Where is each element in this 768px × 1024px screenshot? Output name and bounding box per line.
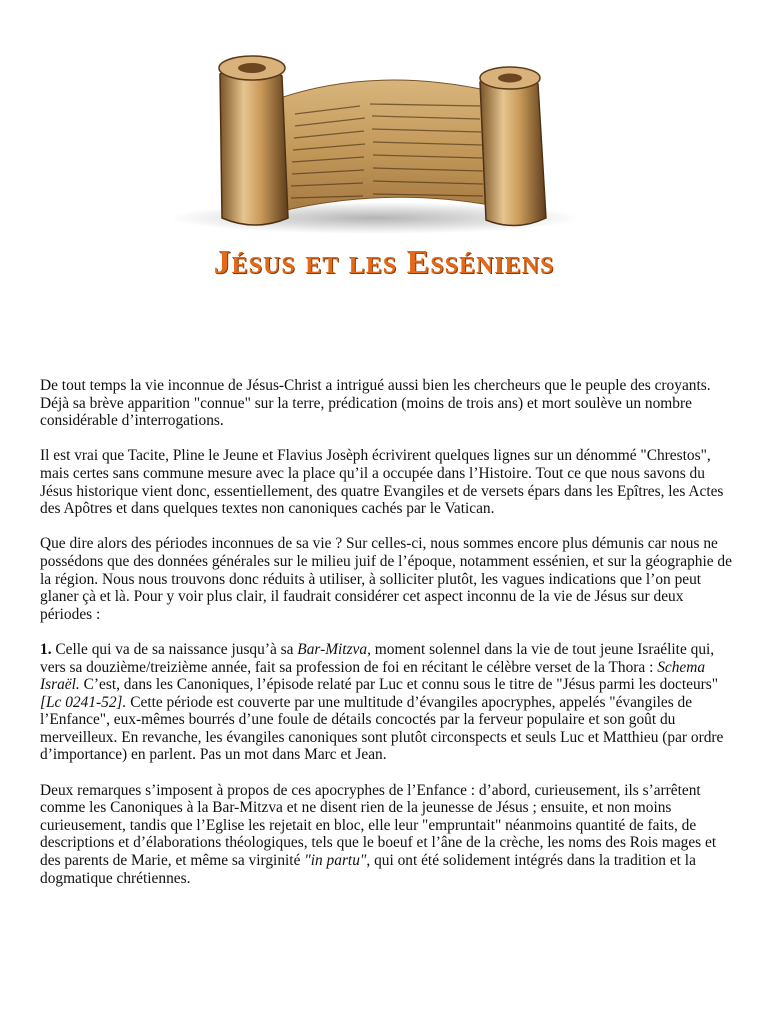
scroll-illustration xyxy=(160,36,590,236)
paragraph-5-text-1: Deux remarques s’imposent à propos de ces apocryphes de l’Enfance : d’abord, curieusement, ils s’arrêtent comme les Canoniques à la Bar-Mitzva et ne disent rien de la jeunesse de Jésus ; ensuite, et non moins curieusement, tandis que l’Eglise les rejetait en bloc, elle leur "empruntait" néanmoins quantité de faits, de descriptions et d’élaborations théologiques, tels que le boeuf et l’âne de la crèche, les noms des Rois mages et des parents de Marie, et même sa virginité xyxy=(40,781,717,870)
scroll-image xyxy=(160,36,590,236)
paragraph-1: De tout temps la vie inconnue de Jésus-Christ a intrigué aussi bien les chercheurs que le peuple des croyants. Déjà sa brève apparition "connue" sur la terre, prédication (moins de trois ans) et mort soulève un nombre considérable d’interrogations. xyxy=(40,377,711,430)
paragraph-4-text-1: Celle qui va de sa naissance jusqu’à sa xyxy=(51,640,298,658)
paragraph-5 xyxy=(40,782,732,888)
paragraph-4-italic-3: [Lc 0241-52]. xyxy=(40,693,127,711)
document-body xyxy=(40,377,732,905)
paragraph-4-text-2: , moment solennel dans la vie de tout jeune Israélite qui, vers sa douzième/treizième année, fait sa profession de foi en récitant le célèbre verset de la Thora : xyxy=(40,640,715,676)
document-title: Jésus et les Esséniens xyxy=(213,244,555,281)
paragraph-number: 1. xyxy=(40,640,52,658)
paragraph-5-italic-1: "in partu" xyxy=(304,852,367,870)
paragraph-4-italic-1: Bar-Mitzva xyxy=(297,640,368,658)
paragraph-4 xyxy=(40,641,732,764)
paragraph-2: Il est vrai que Tacite, Pline le Jeune et Flavius Josèph écrivirent quelques lignes sur un dénommé "Chrestos", mais certes sans commune mesure avec la place qu’il a occupée dans l’Histoire. Tout ce que nous savons du Jésus historique vient donc, essentiellement, des quatre Evangiles et de versets épars dans les Epîtres, les Actes des Apôtres et dans quelques textes non canoniques cachés par le Vatican. xyxy=(40,447,724,518)
paragraph-4-italic-2: Schema Israël. xyxy=(40,658,706,694)
paragraph-5-text-2: , qui ont été solidement intégrés dans la tradition et la dogmatique chrétiennes. xyxy=(40,852,696,887)
paragraph-4-text-4: Cette période est couverte par une multitude d’évangiles apocryphes, appelés "évangiles de l’Enfance", eux-mêmes bourrés d’une foule de détails concoctés par la ferveur populaire et son goût du merveilleux. En revanche, les évangiles canoniques sont plutôt circonspects et seuls Luc et Matthieu (par ordre d’importance) en parlent. Pas un mot dans Marc et Jean. xyxy=(40,693,724,764)
paragraph-4-text-3: C’est, dans les Canoniques, l’épisode relaté par Luc et connu sous le titre de "Jésus parmi les docteurs" xyxy=(79,676,719,694)
paragraph-3: Que dire alors des périodes inconnues de sa vie ? Sur celles-ci, nous sommes encore plus démunis car nous ne possédons que des données générales sur le milieu juif de l’époque, notamment essénien, et sur la géographie de la région. Nous nous trouvons donc réduits à utiliser, à solliciter plutôt, les vagues indications que l’on peut glaner çà et là. Pour y voir plus clair, il faudrait considérer cet aspect inconnu de la vie de Jésus sur deux périodes : xyxy=(40,535,732,623)
